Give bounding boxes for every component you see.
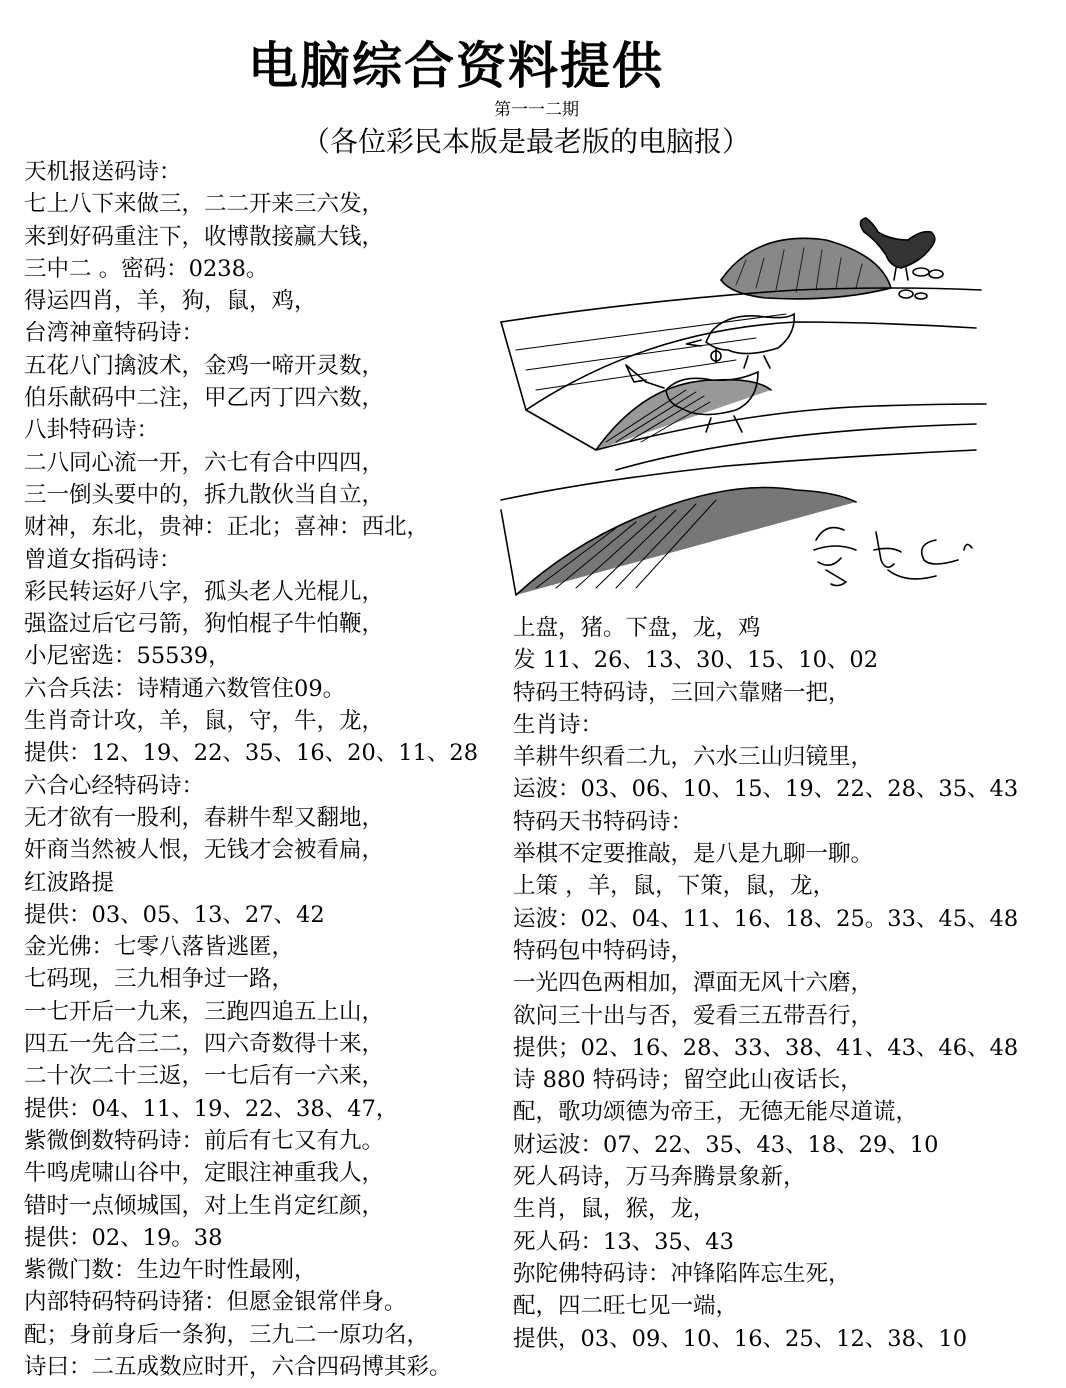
left-column-line: 配；身前身后一条狗，三九二一原功名，: [24, 1321, 430, 1348]
left-column-line: 错时一点倾城国，对上生肖定红颜，: [24, 1192, 385, 1219]
right-column-line: 提供；02、16、28、33、38、41、43、46、48: [513, 1034, 1019, 1061]
left-column-line: 提供：02、19。38: [24, 1224, 223, 1251]
right-column-line: 生肖诗：: [513, 711, 604, 738]
left-column-line: 提供：04、11、19、22、38、47，: [24, 1095, 399, 1122]
right-column-line: 一光四色两相加，潭面无风十六磨，: [513, 970, 874, 997]
left-column-line: 一七开后一九来，三跑四追五上山，: [24, 998, 385, 1025]
left-column: [18, 156, 498, 1383]
left-column-line: 曾道女指码诗：: [24, 546, 182, 573]
left-column-line: 八卦特码诗：: [24, 417, 160, 444]
right-column-line: 上策 ，羊，鼠，下策，鼠，龙，: [513, 873, 836, 900]
left-column-line: 天机报送码诗：: [24, 159, 182, 185]
left-column-line: 六合兵法：诗精通六数管住09。: [24, 675, 346, 702]
left-column-line: 来到好码重注下，收博散接赢大钱，: [24, 223, 385, 250]
right-column-line: 特码天书特码诗：: [513, 808, 694, 835]
left-column-line: 六合心经特码诗：: [24, 772, 205, 799]
right-column-line: 配，歌功颂德为帝王，无德无能尽道谎，: [513, 1099, 919, 1126]
page-title: 电脑综合资料提供: [248, 37, 664, 95]
left-column-line: 紫微门数：生边午时性最刚，: [24, 1257, 317, 1284]
left-column-line: 红波路提: [24, 869, 115, 896]
right-column-line: 上盘，猪。下盘，龙，鸡: [513, 615, 761, 641]
left-column-line: 二十次二十三返，一七后有一六来，: [24, 1063, 385, 1090]
left-column-line: 生肖奇计攻，羊，鼠，守，牛，龙，: [24, 708, 385, 735]
left-column-line: 彩民转运好八字，孤头老人光棍儿，: [24, 578, 385, 605]
right-column-line: 运波：03、06、10、15、19、22、28、35、43: [513, 776, 1019, 803]
left-column-line: 提供：03、05、13、27、42: [24, 901, 325, 928]
right-column-line: 特码包中特码诗，: [513, 937, 694, 964]
left-column-line: 伯乐献码中二注，甲乙丙丁四六数，: [24, 385, 385, 412]
right-column: [513, 612, 1053, 1355]
right-column-line: 发 11、26、13、30、15、10、02: [513, 647, 879, 674]
left-column-line: 无才欲有一股利，春耕牛犁又翻地，: [24, 804, 385, 831]
right-column-line: 羊耕牛织看二九，六水三山归镜里，: [513, 744, 874, 771]
left-column-line: 内部特码特码诗猪：但愿金银常伴身。: [24, 1289, 407, 1316]
left-column-line: 七上八下来做三，二二开来三六发，: [24, 191, 385, 218]
right-column-line: 死人码诗，万马奔腾景象新，: [513, 1164, 806, 1191]
left-column-line: 强盗过后它弓箭，狗怕棍子牛怕鞭，: [24, 611, 385, 638]
right-column-line: 欲问三十出与否，爱看三五带吾行，: [513, 1002, 874, 1029]
illustration-birds-hills: [496, 210, 991, 605]
right-column-line: 特码王特码诗，三回六靠赌一把，: [513, 679, 851, 706]
right-column-line: 死人码：13、35、43: [513, 1228, 734, 1255]
left-column-line: 金光佛：七零八落皆逃匿，: [24, 934, 295, 961]
left-column-line: 财神，东北，贵神：正北；喜神：西北，: [24, 514, 430, 541]
right-column-line: 财运波：07、22、35、43、18、29、10: [513, 1131, 939, 1158]
left-column-line: 三一倒头要中的，拆九散伙当自立，: [24, 481, 385, 508]
right-column-line: 举棋不定要推敲，是八是九聊一聊。: [513, 841, 874, 868]
page-subtitle: （各位彩民本版是最老版的电脑报）: [302, 125, 751, 158]
left-column-line: 二八同心流一开，六七有合中四四，: [24, 449, 385, 476]
left-column-line: 提供：12、19、22、35、16、20、11、28: [24, 740, 479, 767]
right-column-line: 生肖，鼠，猴，龙，: [513, 1196, 716, 1223]
left-column-line: 牛鸣虎啸山谷中，定眼注神重我人，: [24, 1160, 385, 1187]
right-column-line: 弥陀佛特码诗：冲锋陷阵忘生死，: [513, 1260, 851, 1287]
left-column-line: 三中二 。密码：0238。: [24, 255, 269, 282]
left-column-line: 诗曰：二五成数应时开，六合四码博其彩。: [24, 1353, 452, 1380]
right-column-line: 诗 880 特码诗；留空此山夜话长，: [513, 1067, 863, 1094]
issue-number: 第一一二期: [494, 100, 579, 120]
left-column-line: 奸商当然被人恨，无钱才会被看扁，: [24, 837, 385, 864]
left-column-line: 台湾神童特码诗：: [24, 320, 205, 347]
left-column-line: 七码现，三九相争过一路，: [24, 966, 295, 993]
right-column-line: 配，四二旺七见一端，: [513, 1293, 739, 1320]
left-column-line: 紫微倒数特码诗：前后有七又有九。: [24, 1127, 385, 1154]
right-column-line: 提供，03、09、10、16、25、12、38、10: [513, 1325, 968, 1352]
left-column-line: 得运四肖，羊，狗，鼠，鸡，: [24, 288, 317, 315]
left-column-line: 小尼密选：55539，: [24, 643, 231, 670]
right-column-line: 运波：02、04、11、16、18、25。33、45、48: [513, 905, 1019, 932]
left-column-line: 五花八门擒波术，金鸡一啼开灵数，: [24, 352, 385, 379]
left-column-line: 四五一先合三二，四六奇数得十来，: [24, 1031, 385, 1058]
